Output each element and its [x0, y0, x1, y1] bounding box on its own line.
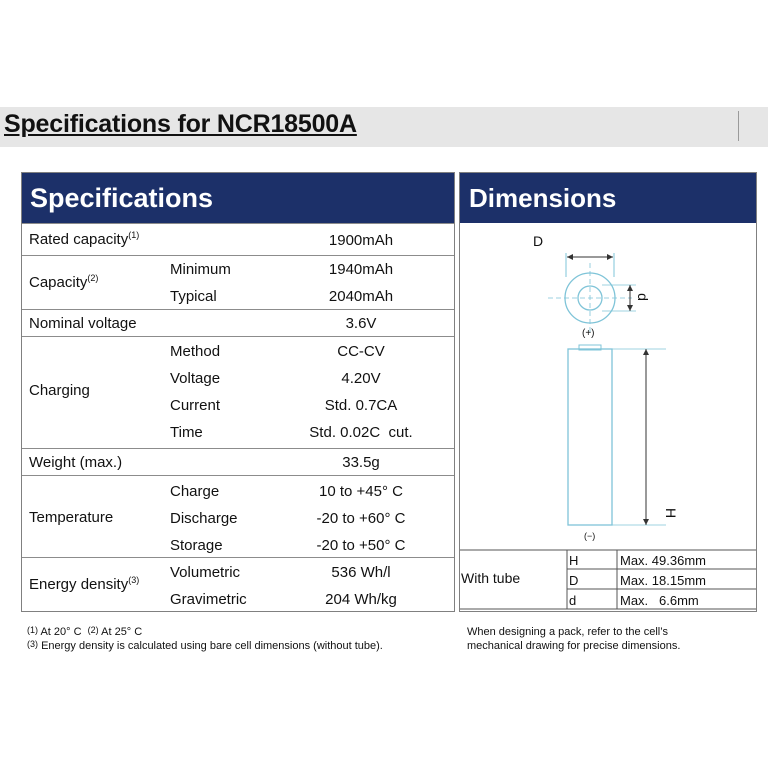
capacity-minimum-value: 1940mAh	[328, 261, 394, 278]
plus-terminal-label: (+)	[582, 328, 595, 339]
capacity-minimum-label: Minimum	[170, 261, 231, 278]
row-divider	[22, 448, 454, 449]
design-note-line2: mechanical drawing for precise dimensions.	[467, 640, 681, 652]
minus-terminal-label: (−)	[584, 531, 596, 541]
energy-gravimetric-value: 204 Wh/kg	[325, 591, 397, 608]
dim-key-D: D	[569, 573, 579, 588]
charging-time-label: Time	[170, 424, 203, 441]
temperature-charge-value: 10 to +45° C	[319, 483, 403, 500]
footnote-energy-density: $^{(3)}$ Energy density is calculated using bare cell dimensions (without tube).	[27, 639, 383, 652]
label-d: d	[634, 293, 651, 301]
charging-label: Charging	[29, 382, 90, 399]
design-note-line1: When designing a pack, refer to the cell’s	[467, 626, 668, 638]
weight-value: 33.5g	[342, 454, 380, 471]
weight-label: Weight (max.)	[29, 454, 123, 471]
temperature-discharge-value: -20 to +60° C	[316, 510, 406, 527]
temperature-label: Temperature	[29, 509, 114, 526]
row-divider	[22, 557, 454, 558]
charging-method-label: Method	[170, 343, 221, 360]
arrowhead	[643, 349, 649, 355]
specifications-header: Specifications	[22, 173, 454, 223]
row-divider	[22, 336, 454, 337]
temperature-discharge-label: Discharge	[170, 510, 238, 527]
row-divider	[22, 255, 454, 256]
label-D: D	[533, 233, 544, 249]
temperature-storage-value: -20 to +50° C	[316, 537, 406, 554]
rated-capacity-label: Rated capacity$^{(1)}$	[29, 230, 140, 248]
charging-current-value: Std. 0.7CA	[324, 397, 398, 414]
cell-body	[568, 349, 612, 525]
capacity-typical-label: Typical	[170, 288, 217, 305]
temperature-charge-label: Charge	[170, 483, 220, 500]
charging-time-value: Std. 0.02C cut.	[309, 424, 413, 441]
row-divider	[22, 475, 454, 476]
specifications-panel	[21, 172, 455, 612]
with-tube-label: With tube	[461, 570, 521, 586]
capacity-label: Capacity$^{(2)}$	[29, 273, 99, 291]
arrowhead	[627, 305, 633, 311]
arrowhead	[627, 285, 633, 291]
charging-current-label: Current	[170, 397, 221, 414]
dim-key-d: d	[569, 593, 577, 608]
energy-volumetric-label: Volumetric	[170, 564, 241, 581]
charging-voltage-value: 4.20V	[341, 370, 381, 387]
temperature-storage-label: Storage	[170, 537, 223, 554]
nominal-voltage-label: Nominal voltage	[29, 315, 137, 332]
label-H: H	[663, 507, 680, 519]
dim-key-H: H	[569, 553, 579, 568]
energy-density-label: Energy density$^{(3)}$	[29, 575, 140, 593]
dim-value-D: Max. 18.15mm	[620, 573, 706, 588]
capacity-typical-value: 2040mAh	[328, 288, 394, 305]
arrowhead	[567, 254, 573, 260]
dimensions-header: Dimensions	[460, 173, 756, 223]
footnote-temperatures: $^{(1)}$ At 20° C $^{(2)}$ At 25° C	[27, 625, 143, 638]
row-divider	[22, 309, 454, 310]
title-divider	[738, 111, 739, 141]
charging-method-value: CC-CV	[337, 343, 385, 360]
dimensions-panel	[459, 172, 757, 612]
charging-voltage-label: Voltage	[170, 370, 221, 387]
rated-capacity-value: 1900mAh	[328, 232, 394, 249]
arrowhead	[643, 519, 649, 525]
cell-drawing	[460, 173, 756, 611]
row-divider	[22, 223, 454, 224]
arrowhead	[607, 254, 613, 260]
dim-value-H: Max. 49.36mm	[620, 553, 706, 568]
energy-volumetric-value: 536 Wh/l	[331, 564, 391, 581]
energy-gravimetric-label: Gravimetric	[170, 591, 247, 608]
page-title: Specifications for NCR18500A	[4, 110, 357, 138]
nominal-voltage-value: 3.6V	[345, 315, 377, 332]
dim-value-d: Max. 6.6mm	[620, 593, 699, 608]
